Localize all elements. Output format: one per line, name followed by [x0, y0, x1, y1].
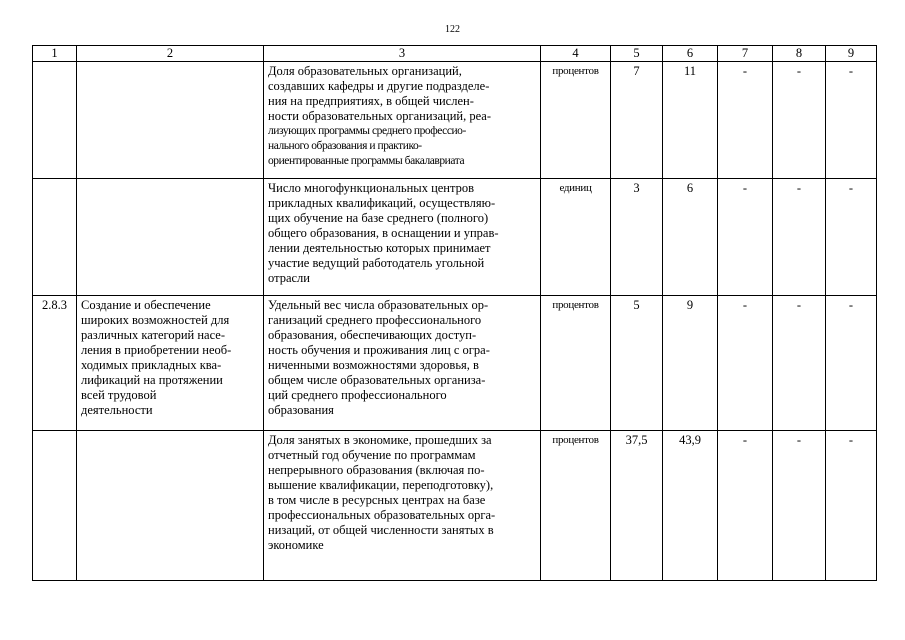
measure-line: различных категорий насе-: [81, 328, 226, 342]
column-header: 7: [718, 46, 773, 62]
value-cell: 3: [611, 179, 663, 296]
value-cell: 7: [611, 62, 663, 179]
column-header: 6: [663, 46, 718, 62]
column-header: 8: [773, 46, 826, 62]
indicator-line: низаций, от общей численности занятых в: [268, 523, 494, 537]
table-row: [33, 62, 877, 179]
indicator-line: общего образования, в оснащении и управ-: [268, 226, 499, 240]
item-number: [33, 62, 77, 179]
indicator-line: образования: [268, 403, 334, 417]
indicator-line: нального образования и практико-: [268, 140, 422, 152]
indicator-cell: [264, 431, 541, 581]
measure-line: широких возможностей для: [81, 313, 230, 327]
indicator-line: экономике: [268, 538, 324, 552]
indicator-line: щих обучение на базе среднего (полного): [268, 211, 489, 225]
measure-line: ходимых прикладных ква-: [81, 358, 222, 372]
column-header: 9: [826, 46, 877, 62]
measure-line: всей трудовой: [81, 388, 157, 402]
measure-cell: [77, 296, 264, 431]
indicator-line: Доля образовательных организаций,: [268, 64, 462, 78]
value-cell: -: [826, 296, 877, 431]
indicator-line: Удельный вес числа образовательных ор-: [268, 298, 489, 312]
indicator-cell: [264, 296, 541, 431]
column-header: 2: [77, 46, 264, 62]
indicator-line: отчетный год обучение по программам: [268, 448, 476, 462]
table-row: [33, 296, 877, 431]
indicator-line: участие ведущий работодатель угольной: [268, 256, 485, 270]
indicator-line: общем числе образовательных организа-: [268, 373, 486, 387]
indicator-line: ность обучения и проживания лиц с огра-: [268, 343, 490, 357]
unit-cell: процентов: [541, 296, 611, 431]
page-number: 122: [445, 24, 460, 35]
value-cell: -: [773, 296, 826, 431]
unit-cell: процентов: [541, 431, 611, 581]
indicator-line: в том числе в ресурсных центрах на базе: [268, 493, 486, 507]
item-number: 2.8.3: [33, 296, 77, 431]
value-cell: -: [718, 296, 773, 431]
indicator-line: вышение квалификации, переподготовку),: [268, 478, 494, 492]
indicator-line: образования, обеспечивающих доступ-: [268, 328, 477, 342]
measure-cell: [77, 62, 264, 179]
indicator-line: Доля занятых в экономике, прошедших за: [268, 433, 492, 447]
value-cell: 5: [611, 296, 663, 431]
indicator-line: ности образовательных организаций, реа-: [268, 109, 491, 123]
measure-cell: [77, 431, 264, 581]
table-row: [33, 431, 877, 581]
indicator-line: Число многофункциональных центров: [268, 181, 475, 195]
value-cell: -: [718, 431, 773, 581]
value-cell: -: [718, 179, 773, 296]
measure-cell: [77, 179, 264, 296]
indicator-line: отрасли: [268, 271, 310, 285]
indicator-line: прикладных квалификаций, осуществляю-: [268, 196, 496, 210]
indicator-line: лизующих программы среднего профессио-: [268, 125, 466, 137]
value-cell: 6: [663, 179, 718, 296]
value-cell: -: [718, 62, 773, 179]
indicator-line: лении деятельностью которых принимает: [268, 241, 491, 255]
value-cell: 43,9: [663, 431, 718, 581]
column-header: 1: [33, 46, 77, 62]
unit-cell: единиц: [541, 179, 611, 296]
indicator-line: создавших кафедры и другие подразделе-: [268, 79, 490, 93]
measure-line: деятельности: [81, 403, 153, 417]
indicator-line: ций среднего профессионального: [268, 388, 447, 402]
indicator-cell: [264, 62, 541, 179]
indicator-cell: [264, 179, 541, 296]
value-cell: -: [826, 431, 877, 581]
measure-line: Создание и обеспечение: [81, 298, 211, 312]
indicator-line: профессиональных образовательных орга-: [268, 508, 496, 522]
table-row: [33, 179, 877, 296]
value-cell: -: [773, 431, 826, 581]
value-cell: -: [773, 62, 826, 179]
unit-cell: процентов: [541, 62, 611, 179]
item-number: [33, 431, 77, 581]
value-cell: 9: [663, 296, 718, 431]
value-cell: 11: [663, 62, 718, 179]
indicator-line: ориентированные программы бакалавриата: [268, 155, 465, 167]
measure-line: лификаций на протяжении: [81, 373, 223, 387]
indicator-line: ниченными возможностями здоровья, в: [268, 358, 479, 372]
column-header: 4: [541, 46, 611, 62]
value-cell: -: [826, 62, 877, 179]
column-header: 5: [611, 46, 663, 62]
value-cell: -: [773, 179, 826, 296]
value-cell: -: [826, 179, 877, 296]
measure-line: ления в приобретении необ-: [81, 343, 232, 357]
indicator-line: ганизаций среднего профессионального: [268, 313, 482, 327]
value-cell: 37,5: [611, 431, 663, 581]
indicators-table: [32, 45, 877, 581]
item-number: [33, 179, 77, 296]
column-header: 3: [264, 46, 541, 62]
indicator-line: ния на предприятиях, в общей числен-: [268, 94, 474, 108]
table-header-row: [33, 46, 877, 62]
indicator-line: непрерывного образования (включая по-: [268, 463, 485, 477]
